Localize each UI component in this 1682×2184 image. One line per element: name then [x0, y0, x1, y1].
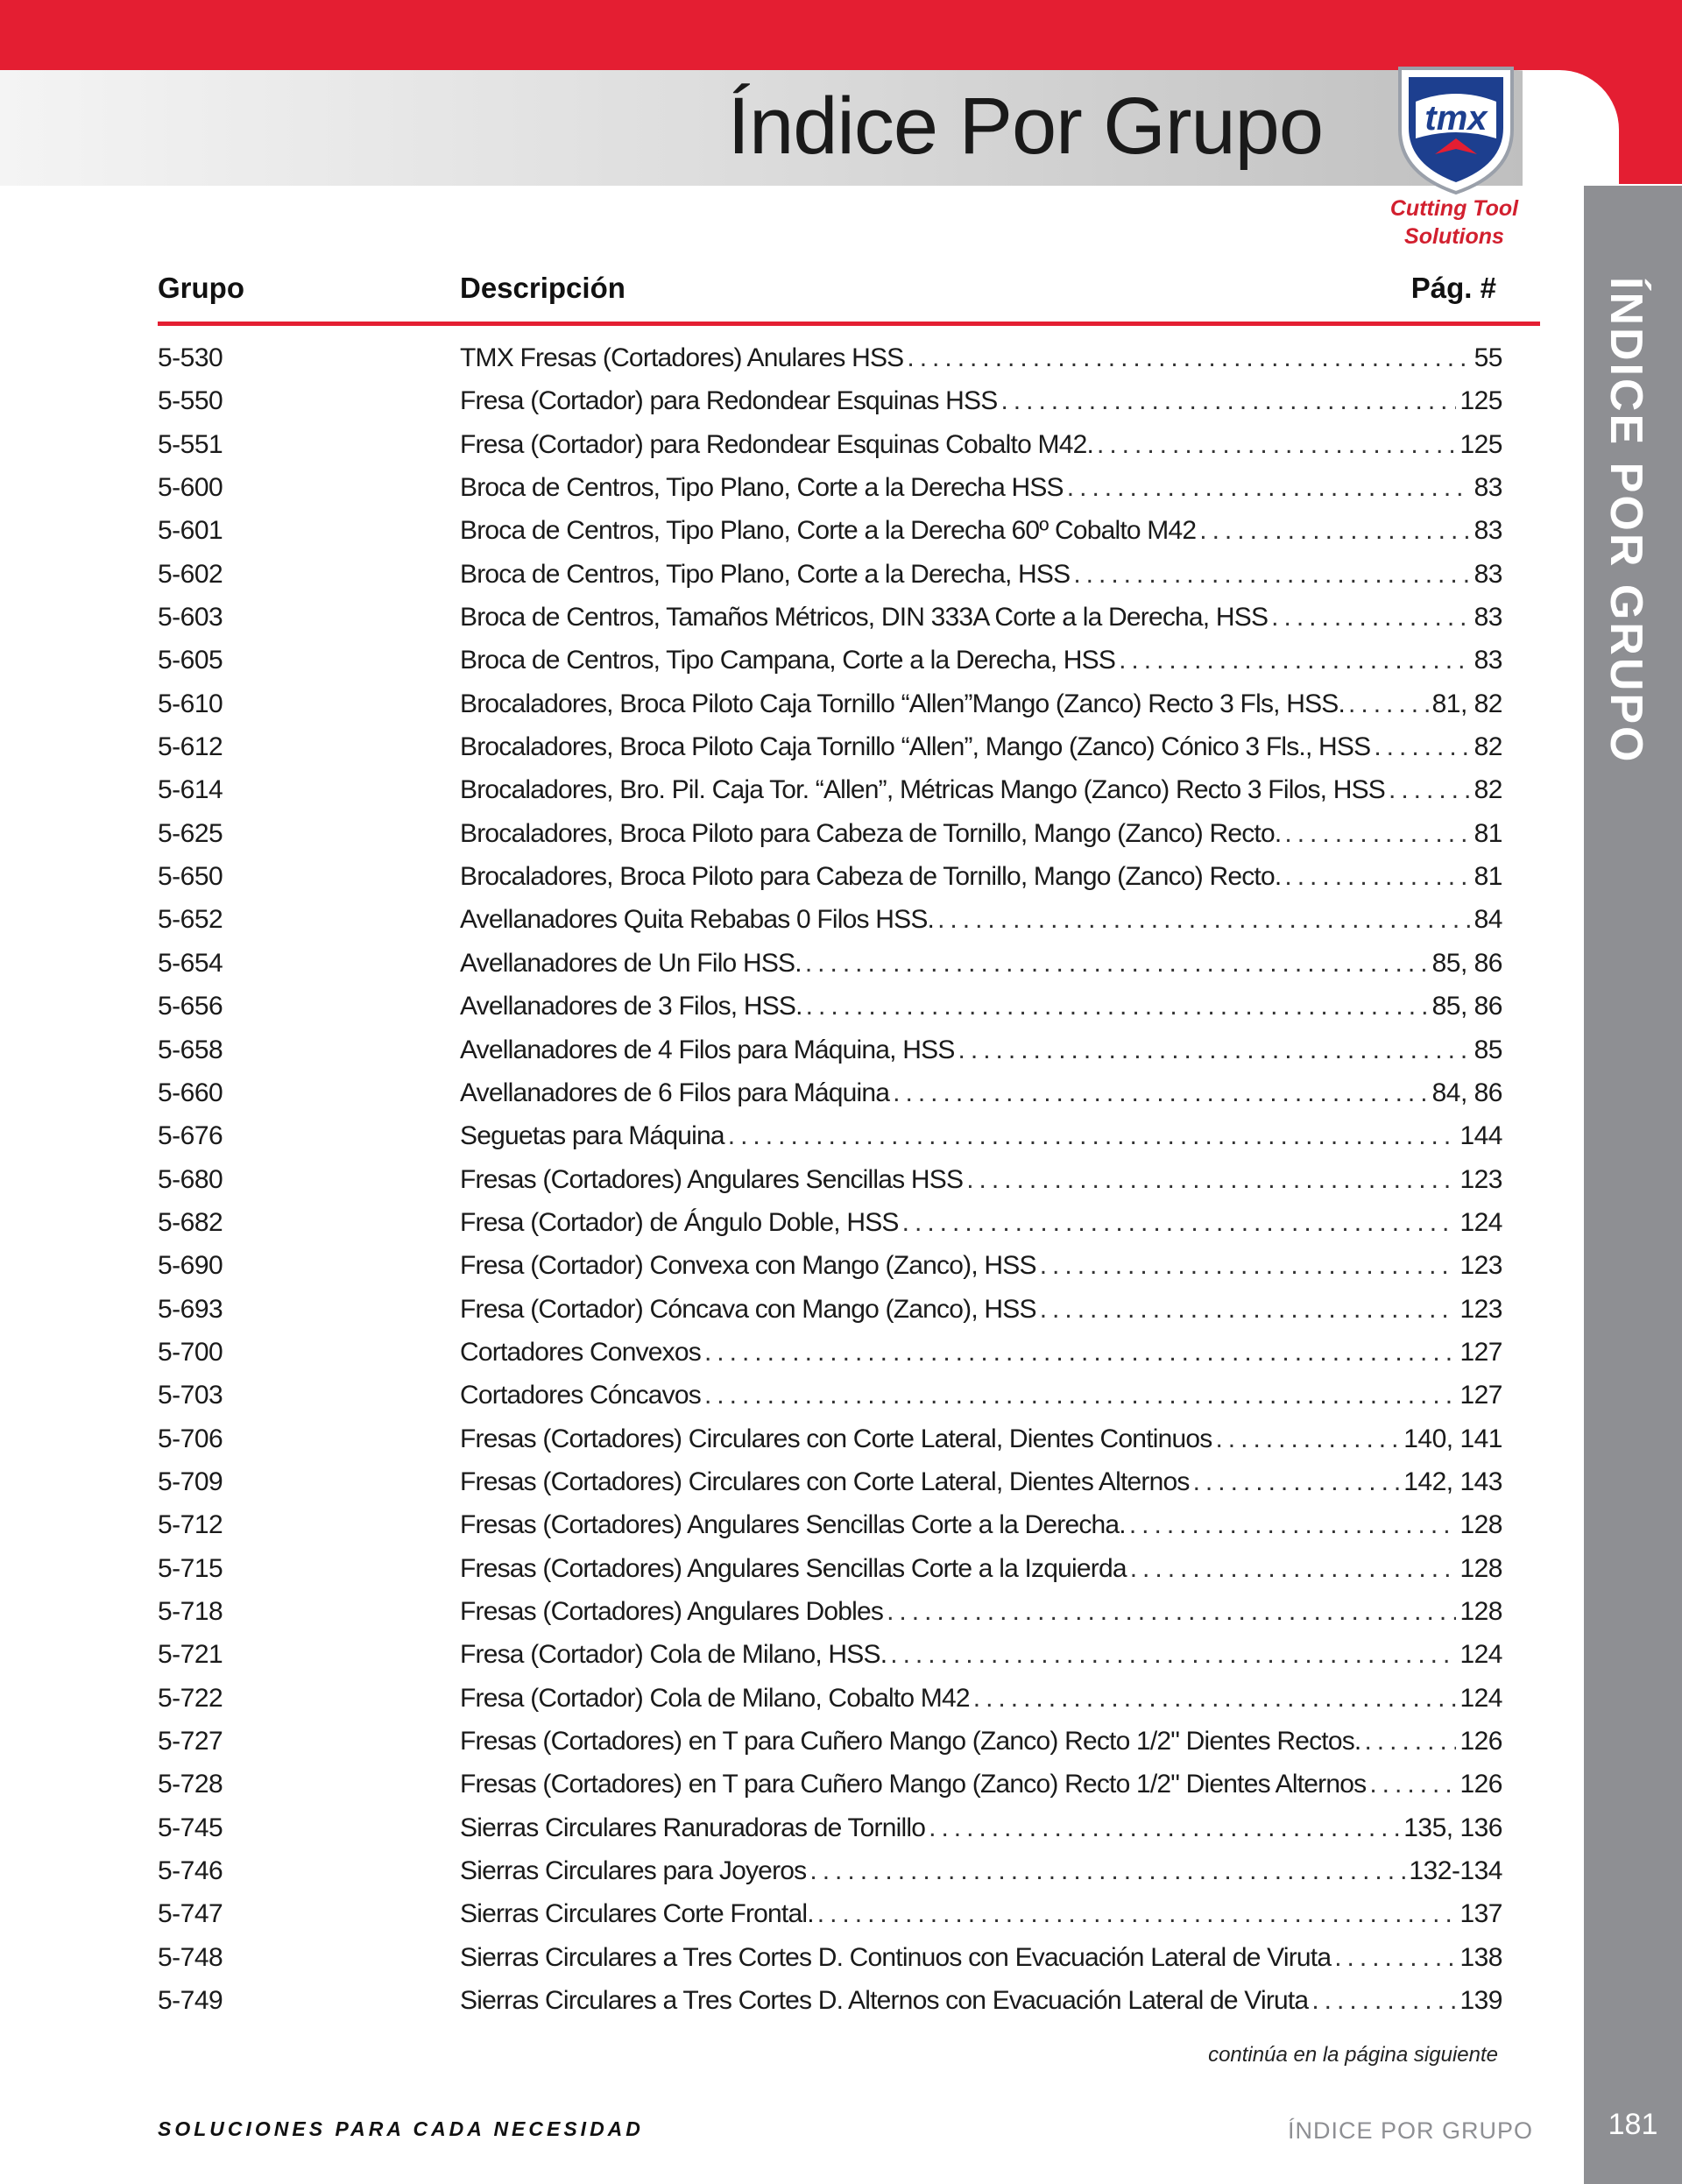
description-text: Brocaladores, Broca Piloto para Cabeza de Tornillo, Mango (Zanco) Recto.	[460, 818, 1282, 848]
dot-leader	[966, 1158, 1456, 1201]
description-text: Brocaladores, Broca Piloto Caja Tornillo “Allen”Mango (Zanco) Recto 3 Fls, HSS.	[460, 689, 1346, 718]
grupo-code: 5-728	[158, 1770, 223, 1799]
description-text: Broca de Centros, Tipo Campana, Corte a la Derecha, HSS	[460, 646, 1116, 675]
description-text: Brocaladores, Broca Piloto Caja Tornillo “Allen”, Mango (Zanco) Cónico 3 Fls., HSS	[460, 732, 1371, 762]
description-cell	[460, 1677, 1502, 1720]
description-text: Avellanadores de 4 Filos para Máquina, HSS	[460, 1035, 955, 1064]
description-cell	[460, 1374, 1502, 1417]
dot-leader	[929, 1806, 1400, 1849]
page-reference: 127	[1459, 1337, 1502, 1367]
grupo-code: 5-602	[158, 559, 223, 589]
dot-leader	[887, 1590, 1456, 1633]
grupo-code: 5-658	[158, 1035, 223, 1064]
description-cell	[460, 466, 1502, 509]
description-text: Fresas (Cortadores) Angulares Dobles	[460, 1596, 884, 1626]
page-reference: 125	[1459, 429, 1502, 459]
description-text: Fresas (Cortadores) en T para Cuñero Mango (Zanco) Recto 1/2" Dientes Alternos	[460, 1770, 1367, 1799]
description-cell	[460, 898, 1502, 941]
dot-leader	[1199, 509, 1470, 552]
grupo-code: 5-745	[158, 1813, 223, 1842]
logo-tagline	[1367, 194, 1542, 251]
grupo-code: 5-690	[158, 1251, 223, 1281]
table-row	[158, 379, 1502, 422]
table-row	[158, 1288, 1502, 1331]
description-text: Fresas (Cortadores) Angulares Sencillas Corte a la Derecha.	[460, 1510, 1126, 1540]
grupo-code: 5-718	[158, 1596, 223, 1626]
grupo-code: 5-722	[158, 1683, 223, 1713]
description-cell	[460, 1114, 1502, 1157]
grupo-code: 5-605	[158, 646, 223, 675]
table-row	[158, 1677, 1502, 1720]
description-text: Sierras Circulares Ranuradoras de Tornillo	[460, 1813, 926, 1842]
page-reference: 83	[1474, 559, 1502, 589]
page-reference: 82	[1474, 732, 1502, 762]
page-title: Índice Por Grupo	[727, 81, 1323, 171]
description-cell	[460, 1547, 1502, 1590]
description-cell	[460, 1158, 1502, 1201]
description-text: Sierras Circulares para Joyeros	[460, 1856, 807, 1886]
table-row	[158, 1503, 1502, 1546]
description-cell	[460, 1633, 1502, 1676]
description-cell	[460, 1936, 1502, 1979]
dot-leader	[1334, 1936, 1456, 1979]
table-row	[158, 1114, 1502, 1157]
description-cell	[460, 855, 1502, 898]
grupo-code: 5-654	[158, 948, 223, 978]
description-text: Broca de Centros, Tipo Plano, Corte a la Derecha HSS	[460, 473, 1064, 503]
description-text: Sierras Circulares Corte Frontal.	[460, 1899, 814, 1929]
table-row	[158, 1331, 1502, 1374]
page-reference: 83	[1474, 646, 1502, 675]
dot-leader	[1369, 1763, 1456, 1806]
page-reference: 84	[1474, 905, 1502, 935]
description-text: Brocaladores, Bro. Pil. Caja Tor. “Allen”, Métricas Mango (Zanco) Recto 3 Filos, HSS	[460, 775, 1385, 805]
dot-leader	[1129, 1503, 1457, 1546]
dot-leader	[1073, 553, 1470, 596]
grupo-code: 5-625	[158, 818, 223, 848]
table-row	[158, 1590, 1502, 1633]
page-reference: 137	[1459, 1899, 1502, 1929]
description-text: Fresa (Cortador) Cola de Milano, HSS.	[460, 1640, 887, 1670]
description-text: Fresa (Cortador) Cola de Milano, Cobalto M42	[460, 1683, 970, 1713]
page-reference: 82	[1474, 775, 1502, 805]
page-reference: 126	[1459, 1727, 1502, 1756]
page-reference: 128	[1459, 1596, 1502, 1626]
page-reference: 139	[1459, 1986, 1502, 2016]
description-cell	[460, 1071, 1502, 1114]
description-text: Avellanadores de Un Filo HSS.	[460, 948, 802, 978]
table-row	[158, 1417, 1502, 1460]
grupo-code: 5-652	[158, 905, 223, 935]
table-row	[158, 336, 1502, 379]
description-cell	[460, 812, 1502, 855]
description-cell	[460, 1763, 1502, 1806]
description-cell	[460, 553, 1502, 596]
grupo-code: 5-614	[158, 775, 223, 805]
description-cell	[460, 1288, 1502, 1331]
table-row	[158, 1806, 1502, 1849]
description-cell	[460, 1460, 1502, 1503]
dot-leader	[1284, 855, 1470, 898]
table-row	[158, 768, 1502, 811]
grupo-code: 5-600	[158, 473, 223, 503]
table-row	[158, 639, 1502, 682]
grupo-code: 5-715	[158, 1553, 223, 1583]
page-reference: 124	[1459, 1207, 1502, 1237]
page-reference: 83	[1474, 473, 1502, 503]
description-cell	[460, 1201, 1502, 1244]
dot-leader	[1311, 1979, 1456, 2022]
table-row	[158, 812, 1502, 855]
grupo-code: 5-656	[158, 992, 223, 1021]
table-row	[158, 1892, 1502, 1935]
page-reference: 126	[1459, 1770, 1502, 1799]
description-cell	[460, 985, 1502, 1028]
grupo-code: 5-700	[158, 1337, 223, 1367]
dot-leader	[1364, 1720, 1456, 1763]
description-text: Cortadores Convexos	[460, 1337, 701, 1367]
description-cell	[460, 1331, 1502, 1374]
table-row	[158, 466, 1502, 509]
table-row	[158, 855, 1502, 898]
dot-leader	[1374, 725, 1470, 768]
dot-leader	[1067, 466, 1471, 509]
description-text: Avellanadores Quita Rebabas 0 Filos HSS.	[460, 905, 935, 935]
tmx-logo-icon	[1382, 51, 1530, 198]
description-text: Fresa (Cortador) para Redondear Esquinas HSS	[460, 386, 998, 416]
page-reference: 123	[1459, 1294, 1502, 1324]
description-cell	[460, 1720, 1502, 1763]
description-text: Brocaladores, Broca Piloto para Cabeza de Tornillo, Mango (Zanco) Recto.	[460, 862, 1282, 892]
description-text: Sierras Circulares a Tres Cortes D. Continuos con Evacuación Lateral de Viruta	[460, 1942, 1332, 1972]
tagline-line-1: Cutting Tool	[1389, 196, 1519, 221]
continues-note: continúa en la página siguiente	[1208, 2043, 1498, 2067]
description-text: Seguetas para Máquina	[460, 1121, 724, 1151]
dot-leader	[893, 1071, 1428, 1114]
description-cell	[460, 768, 1502, 811]
table-row	[158, 1547, 1502, 1590]
table-row	[158, 1720, 1502, 1763]
description-cell	[460, 1028, 1502, 1071]
page-reference: 84, 86	[1431, 1078, 1502, 1107]
description-text: Avellanadores de 3 Filos, HSS.	[460, 992, 802, 1021]
page-reference: 123	[1459, 1164, 1502, 1194]
page-reference: 127	[1459, 1381, 1502, 1410]
page-reference: 142, 143	[1403, 1467, 1502, 1496]
dot-leader	[1348, 682, 1429, 725]
dot-leader	[907, 336, 1470, 379]
dot-leader	[1389, 768, 1471, 811]
table-row	[158, 1633, 1502, 1676]
table-row	[158, 1849, 1502, 1892]
dot-leader	[973, 1677, 1457, 1720]
grupo-code: 5-601	[158, 516, 223, 546]
grupo-code: 5-530	[158, 343, 223, 372]
grupo-code: 5-703	[158, 1381, 223, 1410]
page-reference: 140, 141	[1403, 1424, 1502, 1453]
description-cell	[460, 1979, 1502, 2022]
description-cell	[460, 1806, 1502, 1849]
description-cell	[460, 423, 1502, 466]
dot-leader	[902, 1201, 1457, 1244]
dot-leader	[1193, 1460, 1401, 1503]
table-row	[158, 509, 1502, 552]
description-text: Cortadores Cóncavos	[460, 1381, 701, 1410]
description-cell	[460, 596, 1502, 639]
table-row	[158, 1201, 1502, 1244]
grupo-code: 5-650	[158, 862, 223, 892]
dot-leader	[1215, 1417, 1400, 1460]
table-row	[158, 1374, 1502, 1417]
page-reference: 125	[1459, 386, 1502, 416]
table-row	[158, 1460, 1502, 1503]
description-text: Fresa (Cortador) Convexa con Mango (Zanco), HSS	[460, 1251, 1036, 1281]
grupo-code: 5-746	[158, 1856, 223, 1886]
table-row	[158, 1028, 1502, 1071]
dot-leader	[958, 1028, 1471, 1071]
page-reference: 138	[1459, 1942, 1502, 1972]
grupo-code: 5-748	[158, 1942, 223, 1972]
table-row	[158, 1936, 1502, 1979]
grupo-code: 5-693	[158, 1294, 223, 1324]
grupo-code: 5-676	[158, 1121, 223, 1151]
page-reference: 85, 86	[1431, 992, 1502, 1021]
page-reference: 81	[1474, 818, 1502, 848]
dot-leader	[1000, 379, 1456, 422]
grupo-code: 5-747	[158, 1899, 223, 1929]
column-header-grupo: Grupo	[158, 272, 244, 304]
grupo-code: 5-551	[158, 429, 223, 459]
description-text: Sierras Circulares a Tres Cortes D. Alternos con Evacuación Lateral de Viruta	[460, 1986, 1309, 2016]
dot-leader	[890, 1633, 1456, 1676]
description-text: Broca de Centros, Tamaños Métricos, DIN 333A Corte a la Derecha, HSS	[460, 603, 1269, 633]
table-row	[158, 1763, 1502, 1806]
page-reference: 81	[1474, 862, 1502, 892]
description-text: Fresas (Cortadores) Circulares con Corte Lateral, Dientes Continuos	[460, 1424, 1212, 1453]
page-reference: 135, 136	[1403, 1813, 1502, 1842]
description-cell	[460, 725, 1502, 768]
dot-leader	[704, 1331, 1456, 1374]
column-header-pagina: Pág. #	[1410, 272, 1496, 304]
table-row	[158, 423, 1502, 466]
dot-leader	[704, 1374, 1456, 1417]
footer-section-label: ÍNDICE POR GRUPO	[1287, 2117, 1533, 2144]
grupo-code: 5-603	[158, 603, 223, 633]
grupo-code: 5-706	[158, 1424, 223, 1453]
grupo-code: 5-712	[158, 1510, 223, 1540]
description-cell	[460, 942, 1502, 985]
dot-leader	[1271, 596, 1470, 639]
grupo-code: 5-680	[158, 1164, 223, 1194]
grupo-code: 5-612	[158, 732, 223, 762]
dot-leader	[806, 985, 1429, 1028]
dot-leader	[809, 1849, 1405, 1892]
page-reference: 144	[1459, 1121, 1502, 1151]
description-cell	[460, 379, 1502, 422]
page-reference: 83	[1474, 516, 1502, 546]
column-header-descripcion: Descripción	[460, 272, 625, 304]
table-row	[158, 553, 1502, 596]
description-cell	[460, 1892, 1502, 1935]
dot-leader	[1097, 423, 1456, 466]
page-reference: 124	[1459, 1640, 1502, 1670]
grupo-code: 5-749	[158, 1986, 223, 2016]
dot-leader	[1130, 1547, 1457, 1590]
description-text: Fresa (Cortador) Cóncava con Mango (Zanco), HSS	[460, 1294, 1036, 1324]
description-cell	[460, 1590, 1502, 1633]
description-text: Fresas (Cortadores) Angulares Sencillas Corte a la Izquierda	[460, 1553, 1127, 1583]
description-cell	[460, 1417, 1502, 1460]
description-cell	[460, 1244, 1502, 1287]
index-table	[158, 336, 1502, 2022]
description-cell	[460, 1503, 1502, 1546]
dot-leader	[728, 1114, 1457, 1157]
grupo-code: 5-727	[158, 1727, 223, 1756]
description-text: Avellanadores de 6 Filos para Máquina	[460, 1078, 890, 1107]
table-row	[158, 682, 1502, 725]
description-text: Fresa (Cortador) de Ángulo Doble, HSS	[460, 1207, 899, 1237]
page-reference: 85, 86	[1431, 948, 1502, 978]
table-row	[158, 596, 1502, 639]
table-row	[158, 898, 1502, 941]
dot-leader	[817, 1892, 1457, 1935]
description-cell	[460, 509, 1502, 552]
table-row	[158, 985, 1502, 1028]
table-row	[158, 1158, 1502, 1201]
dot-leader	[1040, 1244, 1457, 1287]
table-row	[158, 942, 1502, 985]
page-reference: 55	[1474, 343, 1502, 372]
description-cell	[460, 336, 1502, 379]
grupo-code: 5-610	[158, 689, 223, 718]
page-number: 181	[1608, 2108, 1658, 2141]
dot-leader	[1284, 812, 1470, 855]
page-reference: 128	[1459, 1510, 1502, 1540]
grupo-code: 5-709	[158, 1467, 223, 1496]
dot-leader	[805, 942, 1429, 985]
description-text: Fresas (Cortadores) en T para Cuñero Mango (Zanco) Recto 1/2" Dientes Rectos.	[460, 1727, 1361, 1756]
description-text: Fresas (Cortadores) Angulares Sencillas HSS	[460, 1164, 964, 1194]
description-cell	[460, 682, 1502, 725]
description-text: TMX Fresas (Cortadores) Anulares HSS	[460, 343, 904, 372]
table-row	[158, 1979, 1502, 2022]
page-reference: 123	[1459, 1251, 1502, 1281]
header-divider	[158, 322, 1540, 326]
dot-leader	[937, 898, 1471, 941]
description-text: Fresa (Cortador) para Redondear Esquinas Cobalto M42.	[460, 429, 1093, 459]
tagline-line-2: Solutions	[1404, 224, 1504, 249]
description-cell	[460, 639, 1502, 682]
page-reference: 81, 82	[1431, 689, 1502, 718]
grupo-code: 5-660	[158, 1078, 223, 1107]
description-text: Broca de Centros, Tipo Plano, Corte a la Derecha, HSS	[460, 559, 1071, 589]
description-text: Broca de Centros, Tipo Plano, Corte a la Derecha 60º Cobalto M42	[460, 516, 1197, 546]
dot-leader	[1119, 639, 1471, 682]
grupo-code: 5-550	[158, 386, 223, 416]
grupo-code: 5-682	[158, 1207, 223, 1237]
footer-slogan: SOLUCIONES PARA CADA NECESIDAD	[158, 2117, 644, 2140]
page-reference: 83	[1474, 603, 1502, 633]
description-cell	[460, 1849, 1502, 1892]
grupo-code: 5-721	[158, 1640, 223, 1670]
logo-text: tmx	[1424, 99, 1488, 138]
description-text: Fresas (Cortadores) Circulares con Corte Lateral, Dientes Alternos	[460, 1467, 1190, 1496]
page-reference: 132-134	[1409, 1856, 1502, 1886]
dot-leader	[1040, 1288, 1457, 1331]
table-row	[158, 1244, 1502, 1287]
page-reference: 85	[1474, 1035, 1502, 1064]
table-row	[158, 725, 1502, 768]
side-tab-label: ÍNDICE POR GRUPO	[1601, 277, 1651, 765]
page-reference: 128	[1459, 1553, 1502, 1583]
table-row	[158, 1071, 1502, 1114]
page-reference: 124	[1459, 1683, 1502, 1713]
